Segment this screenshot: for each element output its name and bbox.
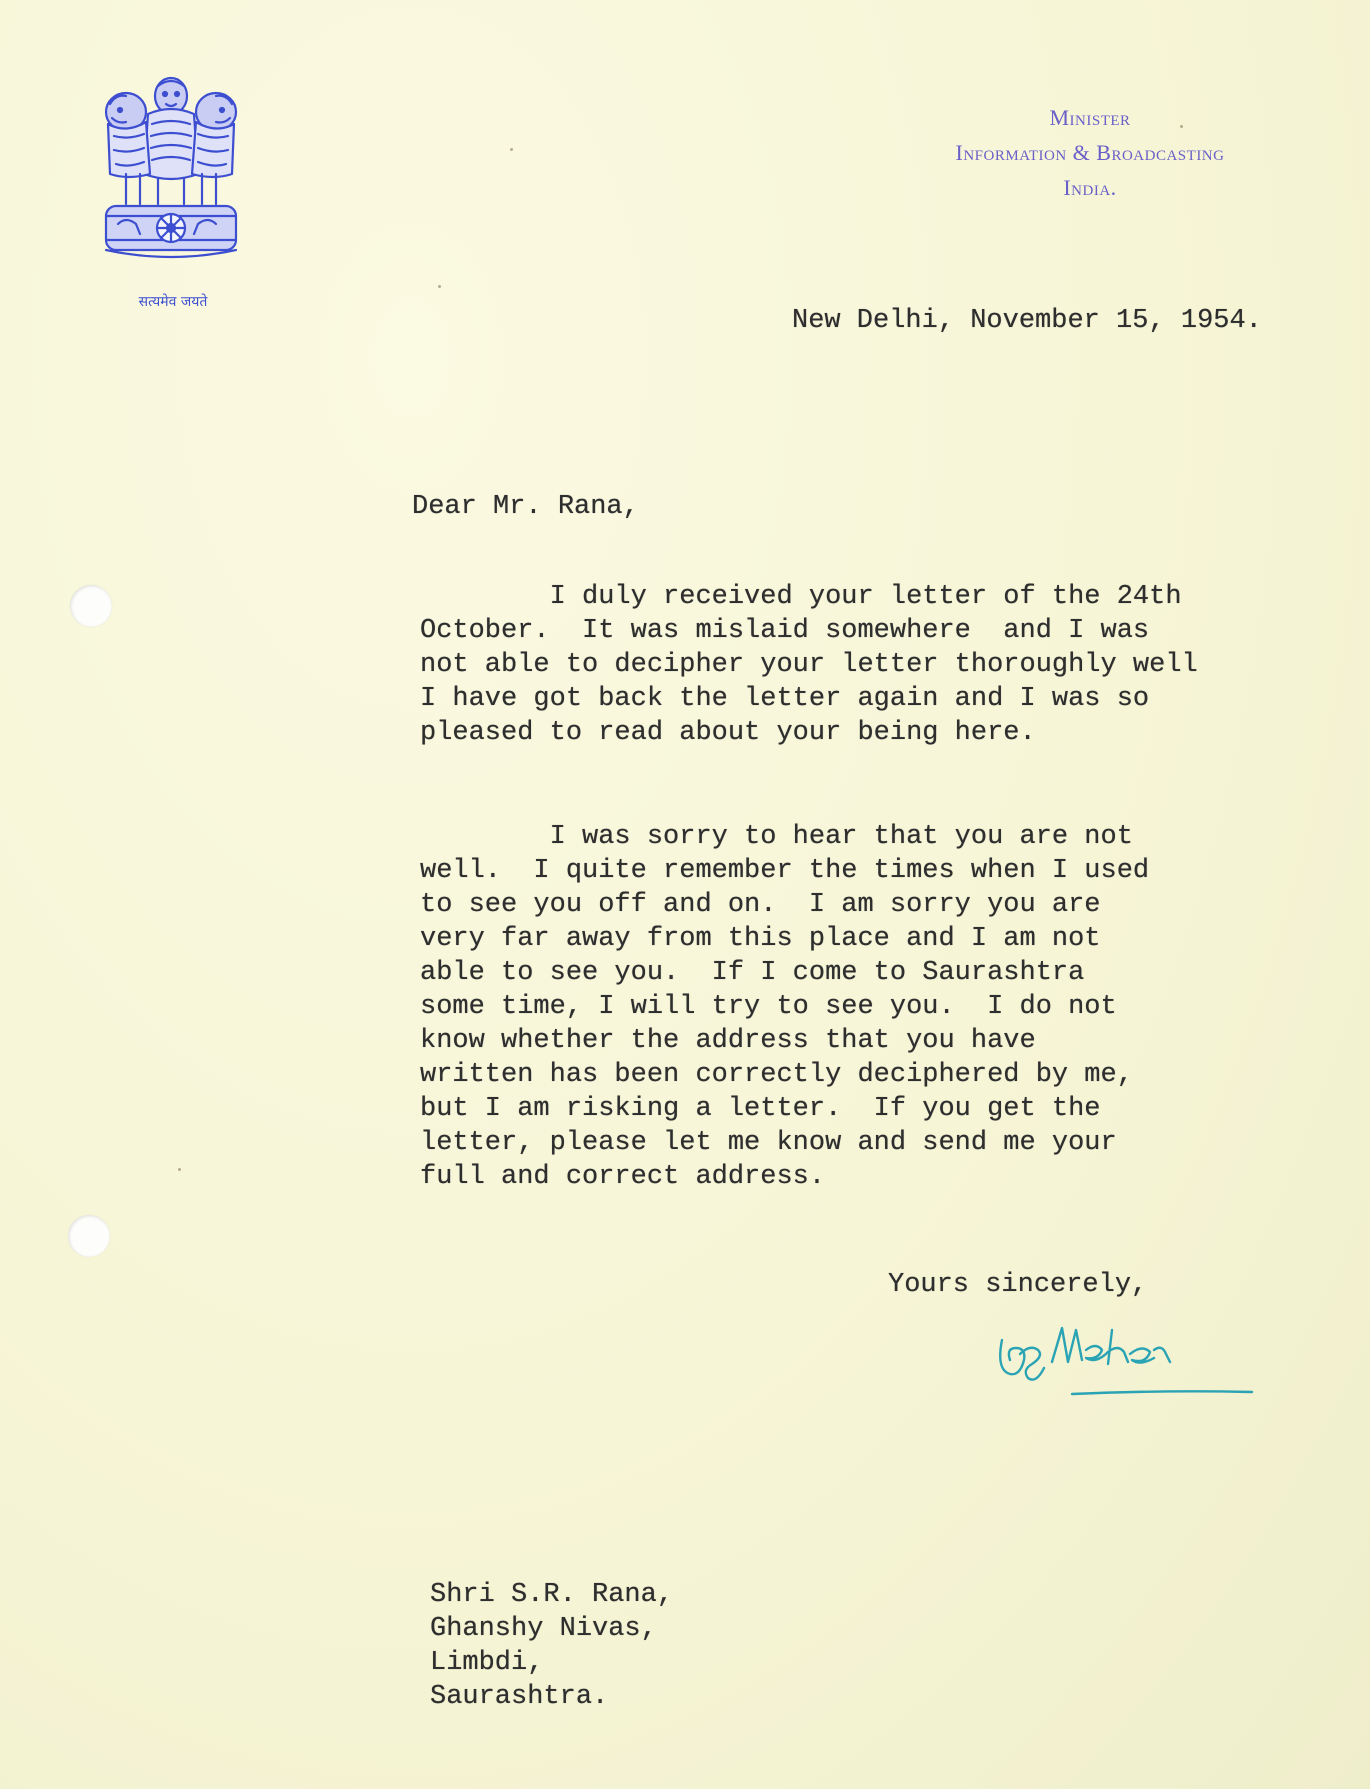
letterhead-ministry: Information & Broadcasting	[955, 140, 1225, 165]
salutation: Dear Mr. Rana,	[412, 492, 639, 522]
letterhead	[880, 100, 1300, 205]
punch-hole	[70, 585, 112, 627]
paper-speck	[438, 285, 441, 288]
paper-speck	[510, 148, 513, 151]
closing: Yours sincerely,	[888, 1270, 1148, 1300]
handwritten-signature-icon	[990, 1310, 1260, 1400]
body-paragraph-1: I duly received your letter of the 24th October. It was mislaid somewhere and I was not able to decipher your letter thoroughly well I have got back the letter again and I was so pleased to read about your being here.	[420, 582, 1198, 748]
recipient-name: Shri S.R. Rana,	[430, 1580, 674, 1610]
body-paragraph-2: I was sorry to hear that you are not well. I quite remember the times when I used to see you off and on. I am sorry you are very far away from this place and I am not able to see you. If I come to Saurashtra some time, I will try to see you. I do not know whether the address that you have written has been correctly deciphered by me, but I am risking a letter. If you get the letter, please let me know and send me your full and correct address.	[420, 822, 1150, 1192]
recipient-town: Limbdi,	[430, 1648, 544, 1678]
punch-hole	[68, 1215, 110, 1257]
recipient-house: Ghanshy Nivas,	[430, 1614, 657, 1644]
paper-speck	[1180, 125, 1183, 128]
paper-speck	[178, 1168, 181, 1171]
emblem-motto: सत्यमेव जयते	[138, 294, 208, 310]
letterhead-title: Minister	[1049, 105, 1131, 130]
recipient-address	[430, 1578, 673, 1714]
dateline: New Delhi, November 15, 1954.	[792, 306, 1262, 336]
recipient-region: Saurashtra.	[430, 1682, 609, 1712]
ashoka-emblem-icon	[96, 74, 246, 284]
letterhead-country: India.	[1063, 175, 1117, 200]
